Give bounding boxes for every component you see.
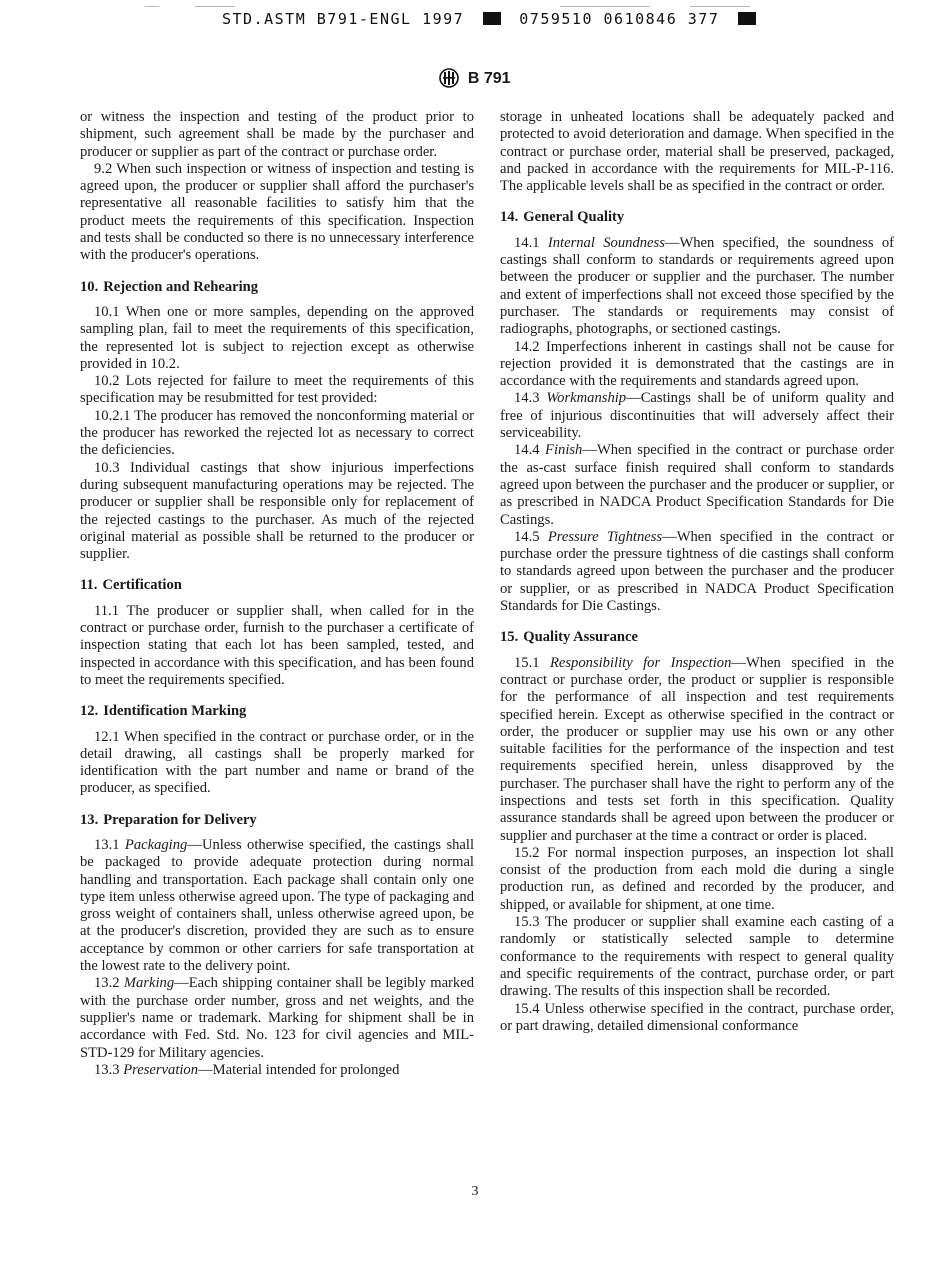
paragraph <box>500 655 894 845</box>
section-title: Identification Marking <box>103 703 247 720</box>
paragraph-text: 10.2 Lots rejected for failure to meet the requirements of this specification may be resubmitted for test provided: <box>80 373 474 407</box>
section-heading <box>80 703 474 720</box>
paragraph <box>80 837 474 975</box>
scan-artifact <box>145 6 159 7</box>
astm-logo-icon <box>439 68 459 88</box>
clause-title: Preservation <box>123 1061 199 1078</box>
paragraph <box>80 161 474 265</box>
section-heading <box>80 812 474 829</box>
section-number: 10. <box>80 278 99 295</box>
clause-number: 14.1 <box>514 234 548 251</box>
standard-number: B 791 <box>467 70 511 87</box>
paragraph-text: storage in unheated locations shall be adequately packed and protected to avoid deterioration and damage. When specified in the contract or purchase order, material shall be preserved, packaged, and packed in accordance with the requirements for MIL-P-116. The applicable levels shall be as specified in the contract or order. <box>500 109 894 195</box>
section-title: Preparation for Delivery <box>103 811 257 828</box>
paragraph <box>500 390 894 442</box>
scan-artifact <box>560 6 650 7</box>
paragraph-text: 15.3 The producer or supplier shall examine each casting of a randomly or statistically selected sample to determine conformance to the requirements with respect to general quality and specific requirements of the contract, purchase order, or part drawing. The results of this inspection shall be recorded. <box>500 914 894 1000</box>
paragraph <box>500 339 894 391</box>
paragraph <box>80 729 474 798</box>
scan-artifact <box>195 6 235 7</box>
paragraph <box>80 109 474 161</box>
clause-title: Marking <box>123 975 175 992</box>
paragraph-text: 12.1 When specified in the contract or purchase order, or in the detail drawing, all castings shall be properly marked for identification with the part number and name or brand of the producer, as specified. <box>80 728 474 797</box>
section-heading <box>500 209 894 226</box>
section-number: 13. <box>80 811 99 828</box>
scan-artifact <box>690 6 750 7</box>
paragraph-text: —Each shipping container shall be legibly marked with the purchase order number, gross and net weights, and the supplier's name or trademark. Marking for shipment shall be in accordance with Fed. Std. No. 123 for civil agencies and MIL-STD-129 for Military agencies. <box>80 975 474 1061</box>
section-heading <box>80 577 474 594</box>
paragraph-text: 9.2 When such inspection or witness of inspection and testing is agreed upon, the producer or supplier shall afford the purchaser's representative all reasonable facilities to satisfy him that the product meets the requirements of this specification. Inspection and tests shall be conducted so there is no unnecessary interference with the producer's operations. <box>80 160 474 264</box>
section-number: 12. <box>80 703 99 720</box>
paragraph-text: —When specified in the contract or purchase order the as-cast surface finish required shall conform to standards agreed upon between the purchaser and the producer or supplier, or as prescribed in NADCA Product Specification Standards for Die Castings. <box>500 442 894 528</box>
standard-designation <box>0 68 950 88</box>
left-column <box>80 109 474 1079</box>
clause-number: 14.4 <box>514 442 546 459</box>
clause-title: Internal Soundness <box>547 234 665 251</box>
paragraph <box>80 1062 474 1079</box>
paragraph <box>80 373 474 408</box>
paragraph <box>500 1001 894 1036</box>
paragraph <box>80 460 474 564</box>
paragraph-text: 11.1 The producer or supplier shall, when called for in the contract or purchase order, furnish to the purchaser a certificate of inspection stating that each lot has been sampled, tested, and inspected in accordance with this specification, and has been found to meet the requirements specified. <box>80 602 474 688</box>
barcode-number-2: 0610846 377 <box>603 10 720 28</box>
paragraph <box>500 109 894 195</box>
clause-number: 14.5 <box>514 528 548 545</box>
clause-number: 14.3 <box>514 390 547 407</box>
paragraph <box>80 975 474 1061</box>
barcode-number-1: 0759510 <box>519 10 593 28</box>
paragraph-text: —When specified in the contract or purchase order the pressure tightness of die castings shall conform to standards agreed upon between the purchaser and the producer or supplier, or as prescribed in NADCA Product Specification Standards for Die Castings. <box>500 528 894 615</box>
clause-number: 13.2 <box>94 975 124 992</box>
paragraph-text: 15.2 For normal inspection purposes, an inspection lot shall consist of the production from each mold die during a single production run, as defined and recorded by the producer, and shipped, or available for shipment, at one time. <box>500 844 894 913</box>
paragraph-text: 10.2.1 The producer has removed the nonconforming material or the producer has reworked the rejected lot as necessary to correct the deficiencies. <box>80 407 474 459</box>
clause-title: Workmanship <box>546 390 627 407</box>
paragraph <box>500 235 894 339</box>
page-number: 3 <box>471 1184 479 1199</box>
section-heading <box>80 279 474 296</box>
paragraph <box>80 408 474 460</box>
paragraph-text: 14.2 Imperfections inherent in castings shall not be cause for rejection provided it is demonstrated that the castings are in accordance with the requirements and standards agreed upon. <box>500 338 894 390</box>
black-block-mark <box>738 12 756 25</box>
paragraph-text: 10.3 Individual castings that show injurious imperfections during subsequent manufacturing operations may be rejected. The producer or supplier shall be responsible only for replacement of the rejected castings to the purchaser. As much of the rejected original material as possible shall be returned to the producer or supplier. <box>80 459 474 563</box>
clause-title: Finish <box>545 442 583 459</box>
paragraph-text: —When specified in the contract or purchase order, the product or supplier is responsible for the performance of all inspection and test requirements specified herein. Except as otherwise specified in the contract or order, the producer or supplier may use his own or any other suitable facilities for the performance of the inspection and test requirements specified herein, unless disapproved by the purchaser. The purchaser shall have the right to perform any of the inspections and tests set forth in this specification. Quality assurance standards shall be agreed upon between the producer or supplier and purchaser at the time a contract or order is placed. <box>500 654 894 844</box>
paragraph-text: —Material intended for prolonged <box>198 1061 400 1078</box>
paragraph-text: —Castings shall be of uniform quality and free of injurious discontinuities that will adversely affect their serviceability. <box>500 390 894 442</box>
paragraph-text: 10.1 When one or more samples, depending on the approved sampling plan, fail to meet the requirements of this specification, the represented lot is subject to rejection except as otherwise provided in 10.2. <box>80 303 474 372</box>
paragraph <box>500 442 894 528</box>
section-number: 15. <box>500 629 519 646</box>
paragraph <box>500 845 894 914</box>
section-number: 14. <box>500 209 519 226</box>
paragraph <box>500 914 894 1000</box>
section-title: Rejection and Rehearing <box>103 278 259 295</box>
clause-title: Pressure Tightness <box>547 528 663 545</box>
paragraph-text: or witness the inspection and testing of the product prior to shipment, such agreement shall be made by the purchaser and producer or supplier as part of the contract or purchase order. <box>80 109 474 160</box>
document-code-header <box>222 10 764 28</box>
right-column <box>500 109 894 1035</box>
section-heading <box>500 629 894 646</box>
clause-number: 13.3 <box>94 1061 124 1078</box>
paragraph <box>500 529 894 615</box>
paragraph-text: 15.4 Unless otherwise specified in the contract, purchase order, or part drawing, detailed dimensional conformance <box>500 1000 894 1034</box>
clause-title: Responsibility for Inspection <box>549 654 732 671</box>
paragraph-text: —When specified, the soundness of castings shall conform to standards or requirements agreed upon between the producer or supplier and the purchaser. The number and extent of imperfections shall not exceed those specified by the purchaser. The standards or requirements may consist of radiographs, photographs, or sectioned castings. <box>500 234 894 338</box>
section-title: Certification <box>102 577 182 594</box>
paragraph <box>80 304 474 373</box>
section-title: Quality Assurance <box>523 629 638 646</box>
black-block-mark <box>483 12 501 25</box>
document-code: STD.ASTM B791-ENGL 1997 <box>222 10 465 28</box>
paragraph <box>80 603 474 689</box>
section-title: General Quality <box>523 209 625 226</box>
clause-title: Packaging <box>124 836 188 853</box>
section-number: 11. <box>80 577 98 594</box>
clause-number: 15.1 <box>514 654 550 671</box>
paragraph-text: —Unless otherwise specified, the castings shall be packaged to provide adequate protection during normal handling and transportation. Each package shall contain only one type item unless otherwise agreed upon. The type of packaging and gross weight of containers shall, unless otherwise agreed upon, be at the producer's discretion, provided they are such as to ensure acceptance by common or other carriers for safe transportation at the lowest rate to the delivery point. <box>80 836 475 975</box>
clause-number: 13.1 <box>94 836 125 853</box>
